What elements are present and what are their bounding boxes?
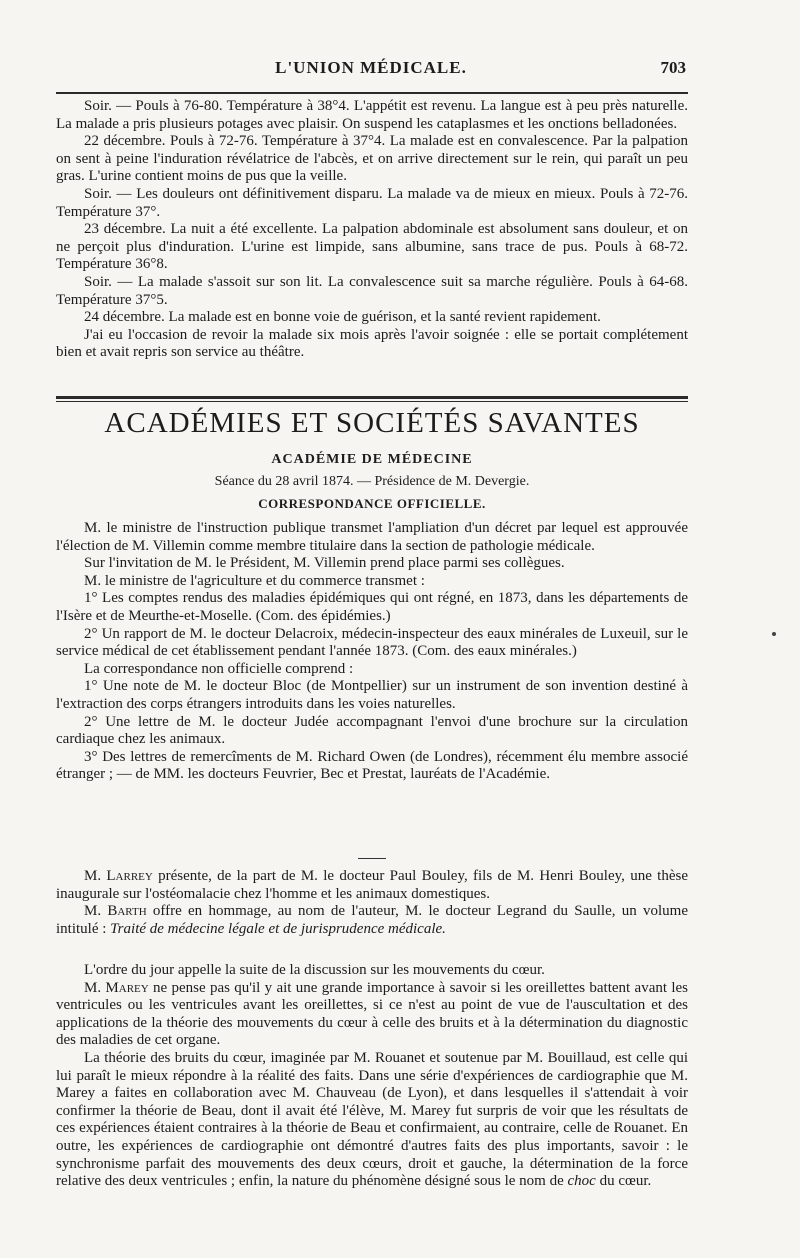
paragraph: 2° Une lettre de M. le docteur Judée accompagnant l'envoi d'une brochure sur la circulation cardiaque chez les animaux. [56,713,688,748]
paragraph [56,1050,688,1191]
case-report-block [56,98,688,362]
person-name: Barth [107,903,147,920]
paragraph: 1° Les comptes rendus des maladies épidémiques qui ont régné, en 1873, dans les départements de l'Isère et de Meurthe-et-Moselle. (Com. des épidémies.) [56,590,688,624]
running-title: L'UNION MÉDICALE. [275,58,467,77]
paragraph: Sur l'invitation de M. le Président, M. Villemin prend place parmi ses collègues. [84,555,565,572]
section-rule-thin [56,401,688,402]
presentations-block [56,868,688,938]
paragraph-text: offre en hommage, au nom de l'auteur, M. le docteur Legrand du Saulle, un volume intitulé : [56,903,688,937]
prefix: M. [84,868,107,884]
paragraph-text: ne pense pas qu'il y ait une grande importance à savoir si les oreillettes battent avant les ventricules ou les ventricules avant les oreillettes, si ce n'est au point de vue de l'auscultation et des applications de la théorie des mouvements du cœur à celle des bruits et à la détermination du diagnostic des maladies de cet organe. [56,979,688,1049]
paragraph: L'ordre du jour appelle la suite de la discussion sur les mouvements du cœur. [84,962,545,978]
paragraph [56,868,688,903]
discussion-block [56,962,688,1191]
paragraph: M. le ministre de l'instruction publique transmet l'ampliation d'un décret par lequel est approuvée l'élection de M. Villemin comme membre titulaire dans la section de pathologie médicale. [56,520,688,554]
paragraph: M. le ministre de l'agriculture et du commerce transmet : [84,572,425,589]
paragraph: 1° Une note de M. le docteur Bloc (de Montpellier) sur un instrument de son invention destiné à l'extraction des corps étrangers introduits dans les voies naturelles. [56,678,688,712]
paragraph: 24 décembre. La malade est en bonne voie de guérison, et la santé revient rapidement. [84,309,601,326]
book-title: Traité de médecine légale et de jurisprudence médicale. [110,920,446,937]
paragraph: 2° Un rapport de M. le docteur Delacroix, médecin-inspecteur des eaux minérales de Luxeuil, sur le service médical de cet établissement pendant l'année 1873. (Com. des eaux minérales.) [56,625,688,660]
paragraph-text: présente, de la part de M. le docteur Paul Bouley, fils de M. Henri Bouley, une thèse inaugurale sur l'ostéomalacie chez l'homme et les animaux domestiques. [56,868,688,902]
page-header [56,58,686,86]
paragraph: 22 décembre. Pouls à 72-76. Température à 37°4. La malade est en convalescence. Par la palpation on sent à peine l'induration révélatrice de l'abcès, et on arrive directement sur le rein, qui paraît un peu gras. L'urine contient moins de pus que la veille. [56,133,688,185]
prefix: M. [84,979,106,996]
paragraph-text: La théorie des bruits du cœur, imaginée par M. Rouanet et soutenue par M. Bouillaud, est celle qui lui paraît le mieux répondre à la réalité des faits. Dans une série d'expériences de cardiographie que M. Marey a faites en collaboration avec M. Chauveau (de Lyon), et dans lesquelles il s'attendait à voir confirmer la théorie de Beau, dont il avait été l'élève, M. Marey fut surpris de voir que les résultats de ces expériences étaient contraires à la théorie de Beau et confirmaient, au contraire, celle de Rouanet. En outre, les expériences de cardiographie ont démontré d'autres faits des plus importants, savoir : le synchronisme parfait des mouvements des deux cœurs, droit et gauche, la détermination de la force relative des deux ventricules ; enfin, la nature du phénomène désigné sous le nom de [56,1049,688,1190]
paragraph: Soir. — La malade s'assoit sur son lit. La convalescence suit sa marche régulière. Pouls à 64-68. Température 37°5. [56,273,688,308]
page-number: 703 [660,58,686,77]
paragraph: La correspondance non officielle comprend : [84,660,354,677]
paragraph: Soir. — Les douleurs ont définitivement disparu. La malade va de mieux en mieux. Pouls à 72-76. Température 37°. [56,185,688,220]
section-rule-thick [56,396,688,399]
paragraph: Soir. — Pouls à 76-80. Température à 38°4. L'appétit est revenu. La langue est à peu près naturelle. La malade a pris plusieurs potages avec plaisir. On suspend les cataplasmes et les onctions belladonées. [56,98,688,132]
person-name: Larrey [106,868,153,884]
paragraph: 23 décembre. La nuit a été excellente. La palpation abdominale est absolument sans douleur, et on ne perçoit plus d'induration. L'urine est limpide, sans albumine, sans trace de pus. Pouls à 68-72. Température 36°8. [56,221,688,273]
academy-title: ACADÉMIE DE MÉDECINE [271,452,473,467]
emphasis: choc [567,1173,596,1190]
correspondence-heading: CORRESPONDANCE OFFICIELLE. [258,496,486,511]
correspondence-block [56,520,688,784]
section-title: ACADÉMIES ET SOCIÉTÉS SAVANTES [104,407,640,439]
paragraph: 3° Des lettres de remercîments de M. Richard Owen (de Londres), récemment élu membre associé étranger ; — de MM. les docteurs Feuvrier, Bec et Prestat, lauréats de l'Académie. [56,748,688,783]
prefix: M. [84,903,108,920]
paragraph [56,903,688,938]
paragraph-text: du cœur. [595,1173,652,1190]
person-name: Marey [105,979,149,996]
margin-mark [772,632,776,636]
paragraph: J'ai eu l'occasion de revoir la malade six mois après l'avoir soignée : elle se portait complétement bien et avait repris son service au théâtre. [56,326,688,361]
paragraph [56,980,688,1050]
session-line: Séance du 28 avril 1874. — Présidence de M. Devergie. [214,474,530,489]
header-rule [56,92,688,94]
separator-dash [358,858,386,859]
